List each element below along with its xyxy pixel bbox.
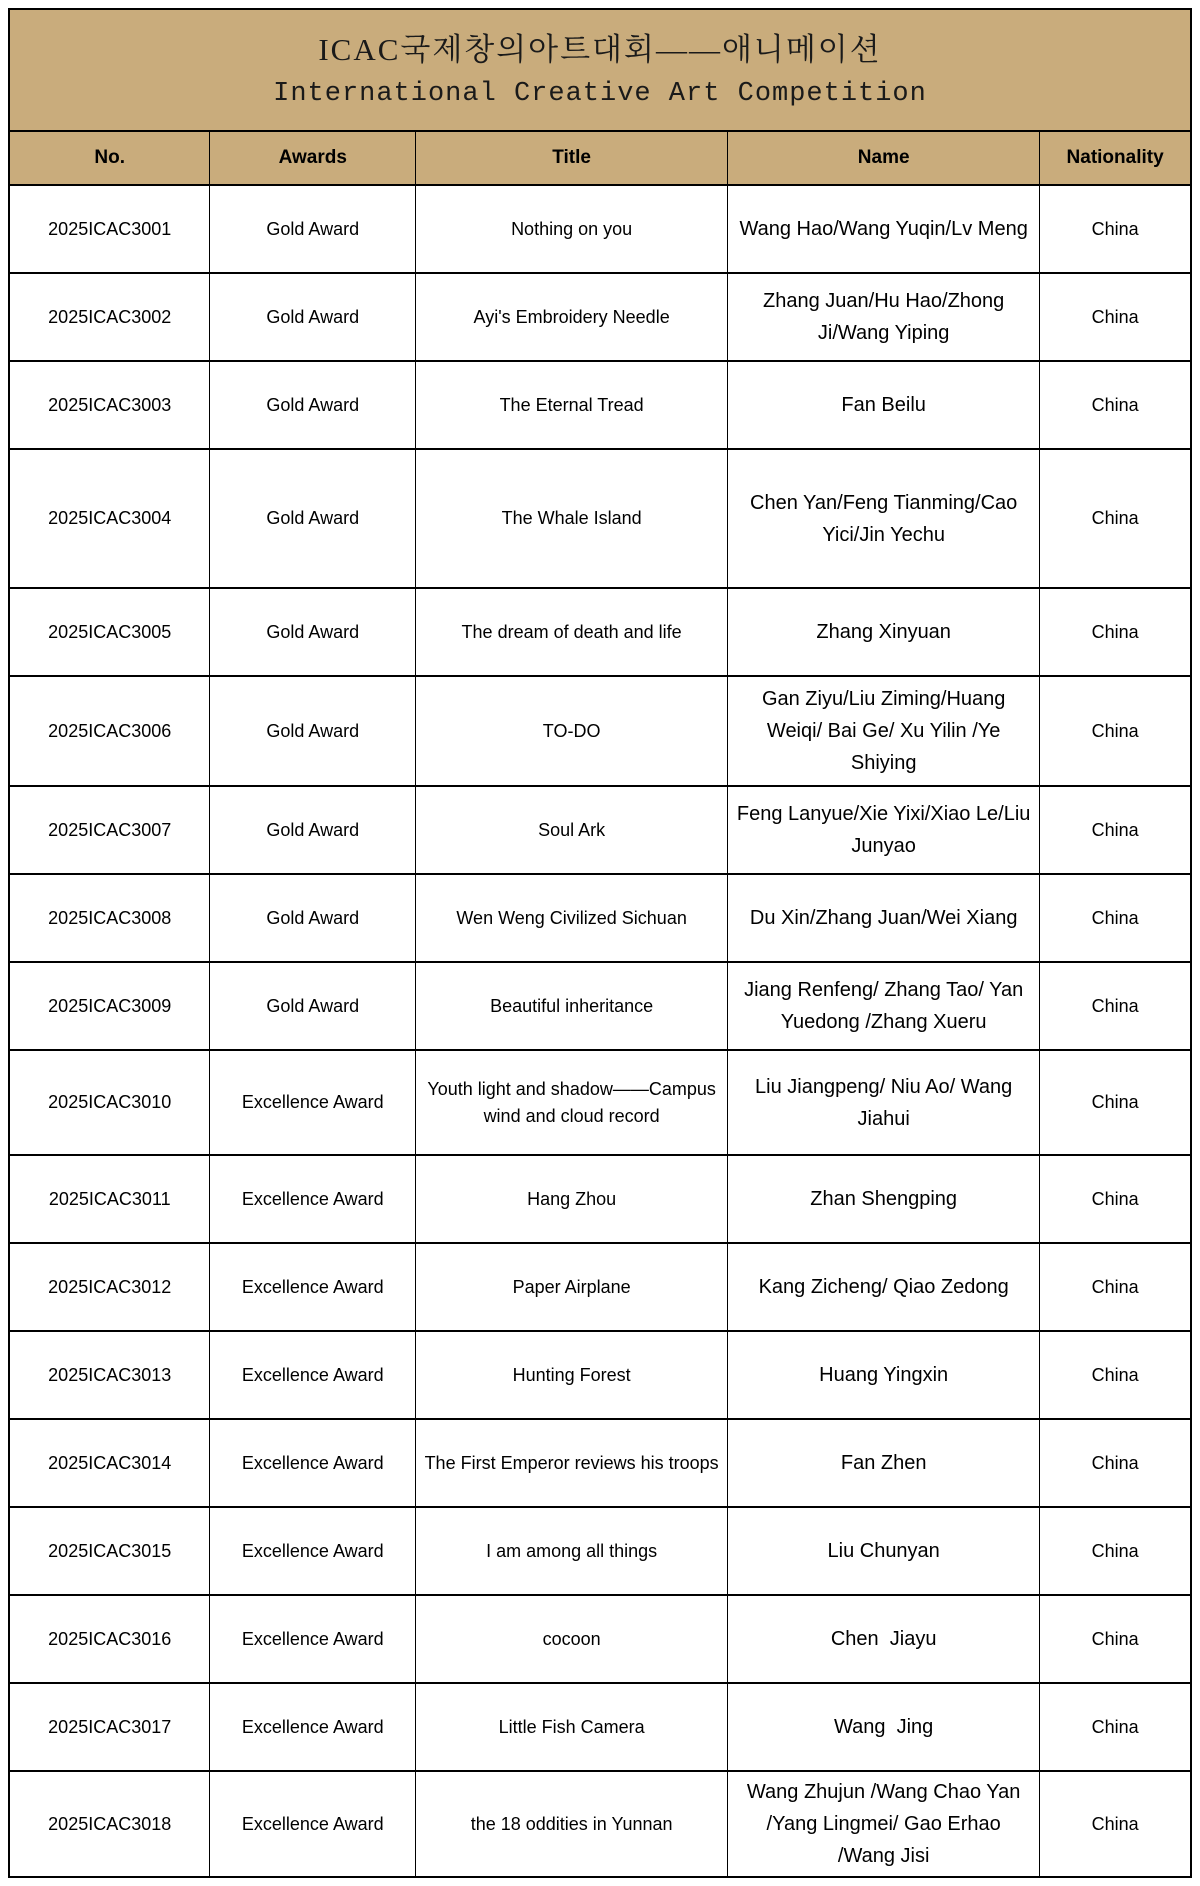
cell-nationality: China xyxy=(1040,874,1191,962)
cell-title: the 18 oddities in Yunnan xyxy=(416,1771,728,1877)
cell-awards: Gold Award xyxy=(210,786,416,874)
table-row xyxy=(9,588,1191,676)
cell-nationality: China xyxy=(1040,1595,1191,1683)
cell-awards: Gold Award xyxy=(210,962,416,1050)
cell-name: Wang Hao/Wang Yuqin/Lv Meng xyxy=(728,185,1040,273)
cell-nationality: China xyxy=(1040,1243,1191,1331)
cell-no: 2025ICAC3016 xyxy=(9,1595,210,1683)
table-row xyxy=(9,361,1191,449)
cell-no: 2025ICAC3010 xyxy=(9,1050,210,1155)
cell-awards: Excellence Award xyxy=(210,1155,416,1243)
cell-nationality: China xyxy=(1040,1331,1191,1419)
column-header-name: Name xyxy=(728,131,1040,185)
cell-name: Zhan Shengping xyxy=(728,1155,1040,1243)
cell-no: 2025ICAC3004 xyxy=(9,449,210,588)
cell-nationality: China xyxy=(1040,1683,1191,1771)
cell-title: Nothing on you xyxy=(416,185,728,273)
column-header-row xyxy=(9,131,1191,185)
cell-awards: Gold Award xyxy=(210,361,416,449)
cell-name: Du Xin/Zhang Juan/Wei Xiang xyxy=(728,874,1040,962)
cell-title: Youth light and shadow——Campus wind and cloud record xyxy=(416,1050,728,1155)
table-row xyxy=(9,786,1191,874)
table-row xyxy=(9,449,1191,588)
cell-no: 2025ICAC3013 xyxy=(9,1331,210,1419)
cell-title: Ayi's Embroidery Needle xyxy=(416,273,728,361)
cell-name: Fan Zhen xyxy=(728,1419,1040,1507)
table-row xyxy=(9,1050,1191,1155)
cell-name: Chen Yan/Feng Tianming/Cao Yici/Jin Yechu xyxy=(728,449,1040,588)
cell-title: The Eternal Tread xyxy=(416,361,728,449)
column-header-no: No. xyxy=(9,131,210,185)
cell-awards: Excellence Award xyxy=(210,1771,416,1877)
cell-nationality: China xyxy=(1040,676,1191,786)
cell-title: I am among all things xyxy=(416,1507,728,1595)
cell-no: 2025ICAC3017 xyxy=(9,1683,210,1771)
competition-title-cjk: ICAC국제창의아트대회——애니메이션 xyxy=(318,32,882,68)
cell-name: Zhang Xinyuan xyxy=(728,588,1040,676)
cell-no: 2025ICAC3008 xyxy=(9,874,210,962)
cell-awards: Gold Award xyxy=(210,185,416,273)
cell-title: Beautiful inheritance xyxy=(416,962,728,1050)
column-header-title: Title xyxy=(416,131,728,185)
table-row xyxy=(9,1683,1191,1771)
table-row xyxy=(9,874,1191,962)
cell-awards: Excellence Award xyxy=(210,1419,416,1507)
cell-awards: Gold Award xyxy=(210,874,416,962)
cell-title: The First Emperor reviews his troops xyxy=(416,1419,728,1507)
cell-nationality: China xyxy=(1040,962,1191,1050)
cell-no: 2025ICAC3002 xyxy=(9,273,210,361)
cell-name: Liu Jiangpeng/ Niu Ao/ Wang Jiahui xyxy=(728,1050,1040,1155)
competition-title-en: International Creative Art Competition xyxy=(273,78,927,109)
cell-nationality: China xyxy=(1040,588,1191,676)
cell-no: 2025ICAC3001 xyxy=(9,185,210,273)
column-header-awards: Awards xyxy=(210,131,416,185)
cell-title: Wen Weng Civilized Sichuan xyxy=(416,874,728,962)
cell-title: cocoon xyxy=(416,1595,728,1683)
cell-title: The dream of death and life xyxy=(416,588,728,676)
cell-name: Wang Zhujun /Wang Chao Yan /Yang Lingmei/ Gao Erhao /Wang Jisi xyxy=(728,1771,1040,1877)
cell-awards: Gold Award xyxy=(210,676,416,786)
cell-name: Liu Chunyan xyxy=(728,1507,1040,1595)
cell-no: 2025ICAC3009 xyxy=(9,962,210,1050)
cell-no: 2025ICAC3007 xyxy=(9,786,210,874)
cell-title: Paper Airplane xyxy=(416,1243,728,1331)
cell-name: Huang Yingxin xyxy=(728,1331,1040,1419)
cell-name: Gan Ziyu/Liu Ziming/Huang Weiqi/ Bai Ge/ Xu Yilin /Ye Shiying xyxy=(728,676,1040,786)
table-row xyxy=(9,1507,1191,1595)
cell-no: 2025ICAC3006 xyxy=(9,676,210,786)
cell-nationality: China xyxy=(1040,1050,1191,1155)
cell-awards: Gold Award xyxy=(210,273,416,361)
cell-awards: Gold Award xyxy=(210,588,416,676)
table-row xyxy=(9,185,1191,273)
cell-nationality: China xyxy=(1040,185,1191,273)
cell-no: 2025ICAC3018 xyxy=(9,1771,210,1877)
cell-nationality: China xyxy=(1040,273,1191,361)
cell-awards: Excellence Award xyxy=(210,1050,416,1155)
cell-nationality: China xyxy=(1040,1419,1191,1507)
title-banner-row xyxy=(9,9,1191,131)
cell-title: Hang Zhou xyxy=(416,1155,728,1243)
cell-nationality: China xyxy=(1040,1771,1191,1877)
cell-no: 2025ICAC3005 xyxy=(9,588,210,676)
award-results-page xyxy=(8,8,1192,1878)
cell-awards: Excellence Award xyxy=(210,1683,416,1771)
cell-awards: Gold Award xyxy=(210,449,416,588)
cell-name: Fan Beilu xyxy=(728,361,1040,449)
cell-name: Feng Lanyue/Xie Yixi/Xiao Le/Liu Junyao xyxy=(728,786,1040,874)
cell-nationality: China xyxy=(1040,449,1191,588)
table-row xyxy=(9,1771,1191,1877)
cell-no: 2025ICAC3014 xyxy=(9,1419,210,1507)
cell-title: Hunting Forest xyxy=(416,1331,728,1419)
cell-title: TO-DO xyxy=(416,676,728,786)
table-row xyxy=(9,676,1191,786)
cell-nationality: China xyxy=(1040,786,1191,874)
table-row xyxy=(9,1243,1191,1331)
cell-awards: Excellence Award xyxy=(210,1243,416,1331)
column-header-nationality: Nationality xyxy=(1040,131,1191,185)
cell-name: Zhang Juan/Hu Hao/Zhong Ji/Wang Yiping xyxy=(728,273,1040,361)
cell-nationality: China xyxy=(1040,361,1191,449)
cell-nationality: China xyxy=(1040,1155,1191,1243)
cell-no: 2025ICAC3003 xyxy=(9,361,210,449)
award-table-body xyxy=(9,185,1191,1877)
cell-name: Jiang Renfeng/ Zhang Tao/ Yan Yuedong /Zhang Xueru xyxy=(728,962,1040,1050)
table-row xyxy=(9,1331,1191,1419)
award-table xyxy=(8,8,1192,1878)
cell-awards: Excellence Award xyxy=(210,1507,416,1595)
cell-no: 2025ICAC3015 xyxy=(9,1507,210,1595)
title-banner xyxy=(9,9,1191,131)
cell-nationality: China xyxy=(1040,1507,1191,1595)
cell-no: 2025ICAC3011 xyxy=(9,1155,210,1243)
cell-title: Little Fish Camera xyxy=(416,1683,728,1771)
cell-title: The Whale Island xyxy=(416,449,728,588)
cell-name: Wang Jing xyxy=(728,1683,1040,1771)
cell-name: Kang Zicheng/ Qiao Zedong xyxy=(728,1243,1040,1331)
table-row xyxy=(9,273,1191,361)
table-row xyxy=(9,1155,1191,1243)
cell-awards: Excellence Award xyxy=(210,1331,416,1419)
cell-title: Soul Ark xyxy=(416,786,728,874)
table-row xyxy=(9,962,1191,1050)
cell-awards: Excellence Award xyxy=(210,1595,416,1683)
cell-no: 2025ICAC3012 xyxy=(9,1243,210,1331)
cell-name: Chen Jiayu xyxy=(728,1595,1040,1683)
table-row xyxy=(9,1595,1191,1683)
table-row xyxy=(9,1419,1191,1507)
